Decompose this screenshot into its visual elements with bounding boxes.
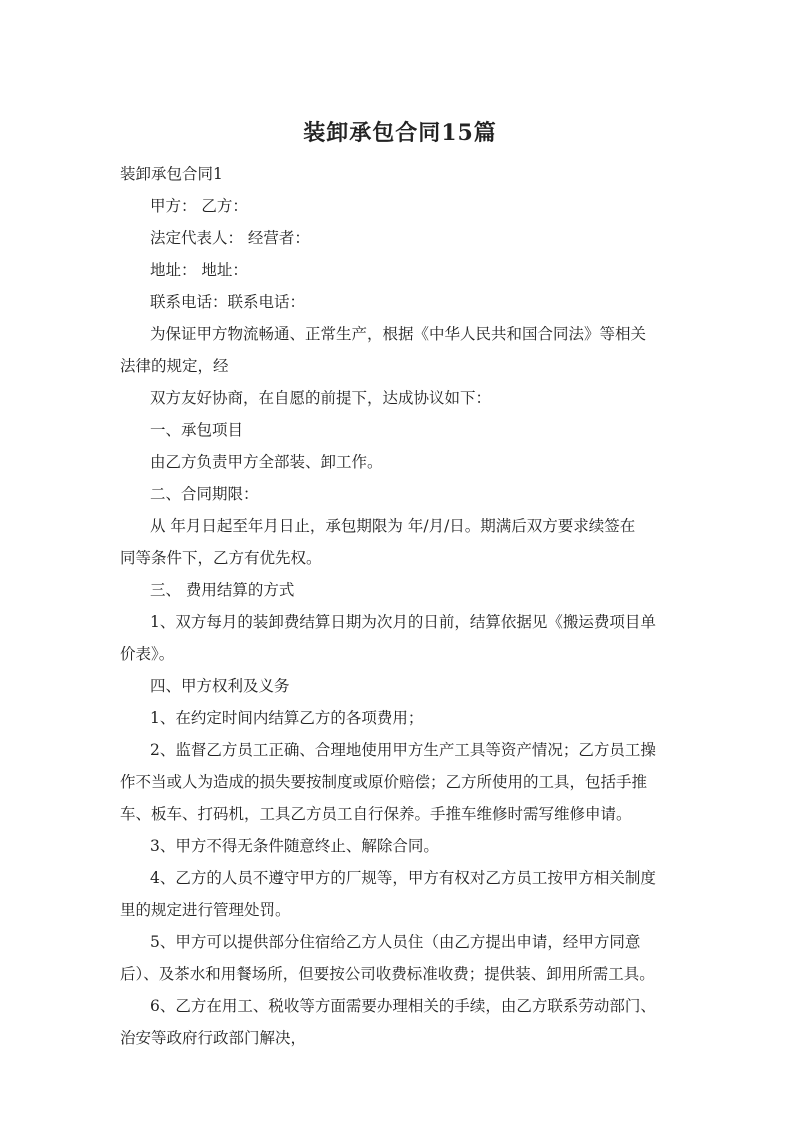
paragraph-line: 1、在约定时间内结算乙方的各项费用； [150,709,424,727]
paragraph-line: 同等条件下，乙方有优先权。 [120,549,322,567]
paragraph-line: 从 年月日起至年月日止，承包期限为 年/月/日。期满后双方要求续签在 [150,517,636,535]
paragraph-line: 治安等政府行政部门解决， [120,1029,307,1047]
address-line: 地址： 地址： [150,261,248,279]
contract-subtitle: 装卸承包合同1 [120,165,223,183]
document-title: 装卸承包合同15篇 [303,120,497,146]
section-heading: 四、甲方权利及义务 [150,677,290,695]
paragraph-line: 1、双方每月的装卸费结算日期为次月的日前，结算依据见《搬运费项目单 [150,613,656,631]
paragraph-line: 后）、及茶水和用餐场所，但要按公司收费标准收费；提供装、卸用所需工具。 [120,965,655,983]
paragraph-line: 法律的规定，经 [120,357,229,375]
paragraph-line: 车、板车、打码机，工具乙方员工自行保养。手推车维修时需写维修申请。 [120,805,632,823]
paragraph-line: 4、乙方的人员不遵守甲方的厂规等，甲方有权对乙方员工按甲方相关制度 [150,869,656,887]
paragraph-line: 双方友好协商，在自愿的前提下，达成协议如下： [150,389,492,407]
paragraph-line: 价表》。 [120,645,175,663]
section-heading: 一、承包项目 [150,421,244,439]
paragraph-line: 为保证甲方物流畅通、正常生产，根据《中华人民共和国合同法》等相关 [150,325,647,343]
paragraph-line: 6、乙方在用工、税收等方面需要办理相关的手续，由乙方联系劳动部门、 [150,997,656,1015]
paragraph-line: 由乙方负责甲方全部装、卸工作。 [150,453,383,471]
party-line: 甲方： 乙方： [150,197,248,215]
paragraph-line: 2、监督乙方员工正确、合理地使用甲方生产工具等资产情况；乙方员工操 [150,741,656,759]
paragraph-line: 里的规定进行管理处罚。 [120,901,291,919]
section-heading: 二、合同期限： [150,485,259,503]
phone-line: 联系电话：联系电话： [150,293,306,311]
section-heading: 三、 费用结算的方式 [150,581,295,599]
paragraph-line: 5、甲方可以提供部分住宿给乙方人员住（由乙方提出申请，经甲方同意 [150,933,641,951]
representative-line: 法定代表人： 经营者： [150,229,310,247]
paragraph-line: 3、甲方不得无条件随意终止、解除合同。 [150,837,439,855]
paragraph-line: 作不当或人为造成的损失要按制度或原价赔偿；乙方所使用的工具，包括手推 [120,773,648,791]
